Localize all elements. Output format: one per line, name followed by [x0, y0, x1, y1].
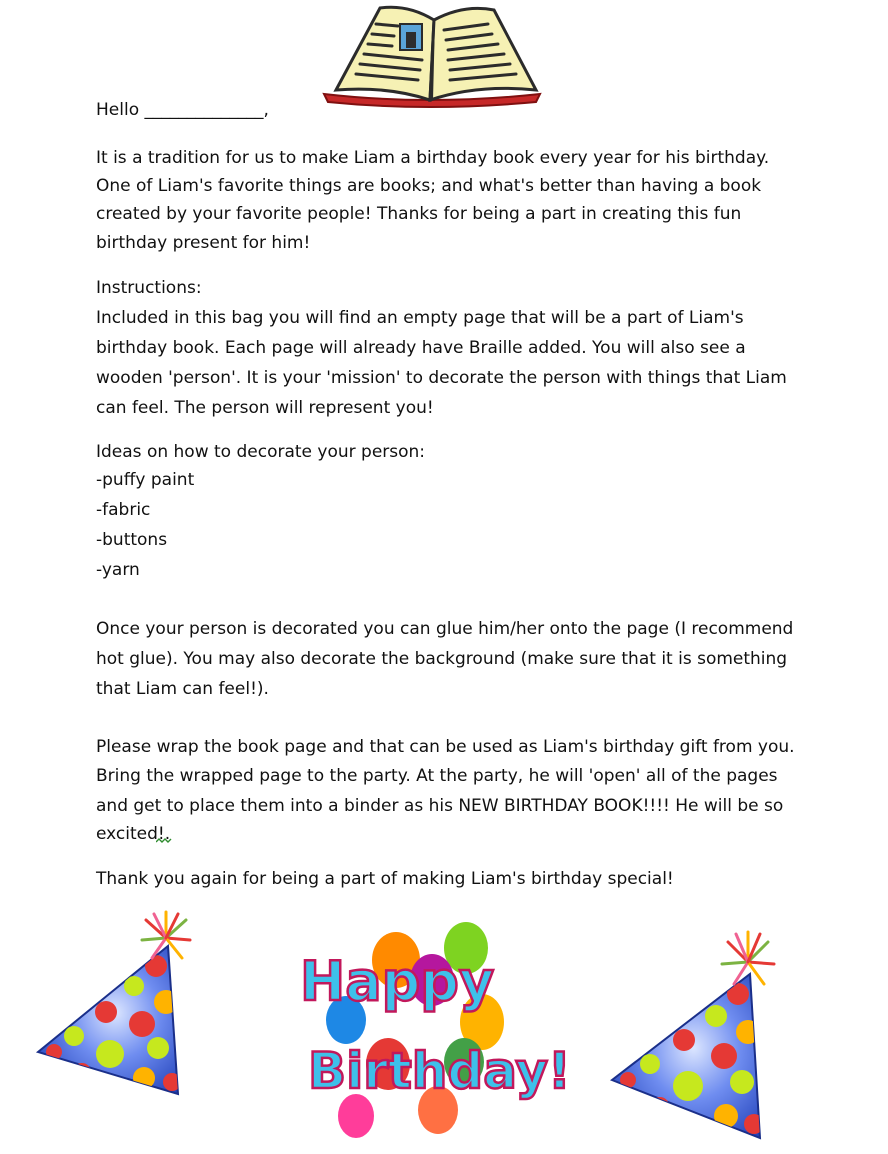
- instructions-line-2: birthday book. Each page will already have Braille added. You will also see a: [96, 338, 746, 358]
- instructions-line-4: can feel. The person will represent you!: [96, 398, 434, 418]
- glue-line-2: hot glue). You may also decorate the background (make sure that it is something: [96, 649, 788, 669]
- idea-item-fabric: -fabric: [96, 500, 151, 520]
- wrap-line-3: and get to place them into a binder as his NEW BIRTHDAY BOOK!!!! He will be so: [96, 796, 784, 816]
- ideas-heading: Ideas on how to decorate your person:: [96, 442, 426, 462]
- greeting-line: Hello ______________,: [96, 100, 269, 120]
- idea-item-puffy-paint: -puffy paint: [96, 470, 195, 490]
- banner-birthday-text: Birthday!: [308, 1042, 571, 1100]
- glue-line-3: that Liam can feel!).: [96, 679, 269, 699]
- happy-birthday-banner: [296, 920, 571, 1154]
- idea-item-buttons: -buttons: [96, 530, 168, 550]
- instructions-heading: Instructions:: [96, 278, 202, 298]
- wrap-line-4: excited!.: [96, 824, 171, 844]
- instructions-line-3: wooden 'person'. It is your 'mission' to decorate the person with things that Liam: [96, 368, 787, 388]
- intro-line-4: birthday present for him!: [96, 233, 311, 253]
- party-hat-icon: [34, 906, 194, 1102]
- spellcheck-squiggle: [156, 838, 172, 844]
- wrap-line-2: Bring the wrapped page to the party. At the party, he will 'open' all of the pages: [96, 766, 778, 786]
- intro-line-2: One of Liam's favorite things are books; and what's better than having a book: [96, 176, 762, 196]
- banner-happy-text: Happy: [300, 950, 495, 1013]
- wrap-line-1: Please wrap the book page and that can be used as Liam's birthday gift from you.: [96, 737, 795, 757]
- party-hat-icon: [608, 924, 778, 1146]
- closing-line: Thank you again for being a part of making Liam's birthday special!: [96, 869, 674, 889]
- instructions-line-1: Included in this bag you will find an empty page that will be a part of Liam's: [96, 308, 744, 328]
- intro-line-3: created by your favorite people! Thanks for being a part in creating this fun: [96, 204, 742, 224]
- idea-item-yarn: -yarn: [96, 560, 140, 580]
- intro-line-1: It is a tradition for us to make Liam a birthday book every year for his birthday.: [96, 148, 770, 168]
- open-book-icon: [318, 2, 546, 106]
- glue-line-1: Once your person is decorated you can glue him/her onto the page (I recommend: [96, 619, 794, 639]
